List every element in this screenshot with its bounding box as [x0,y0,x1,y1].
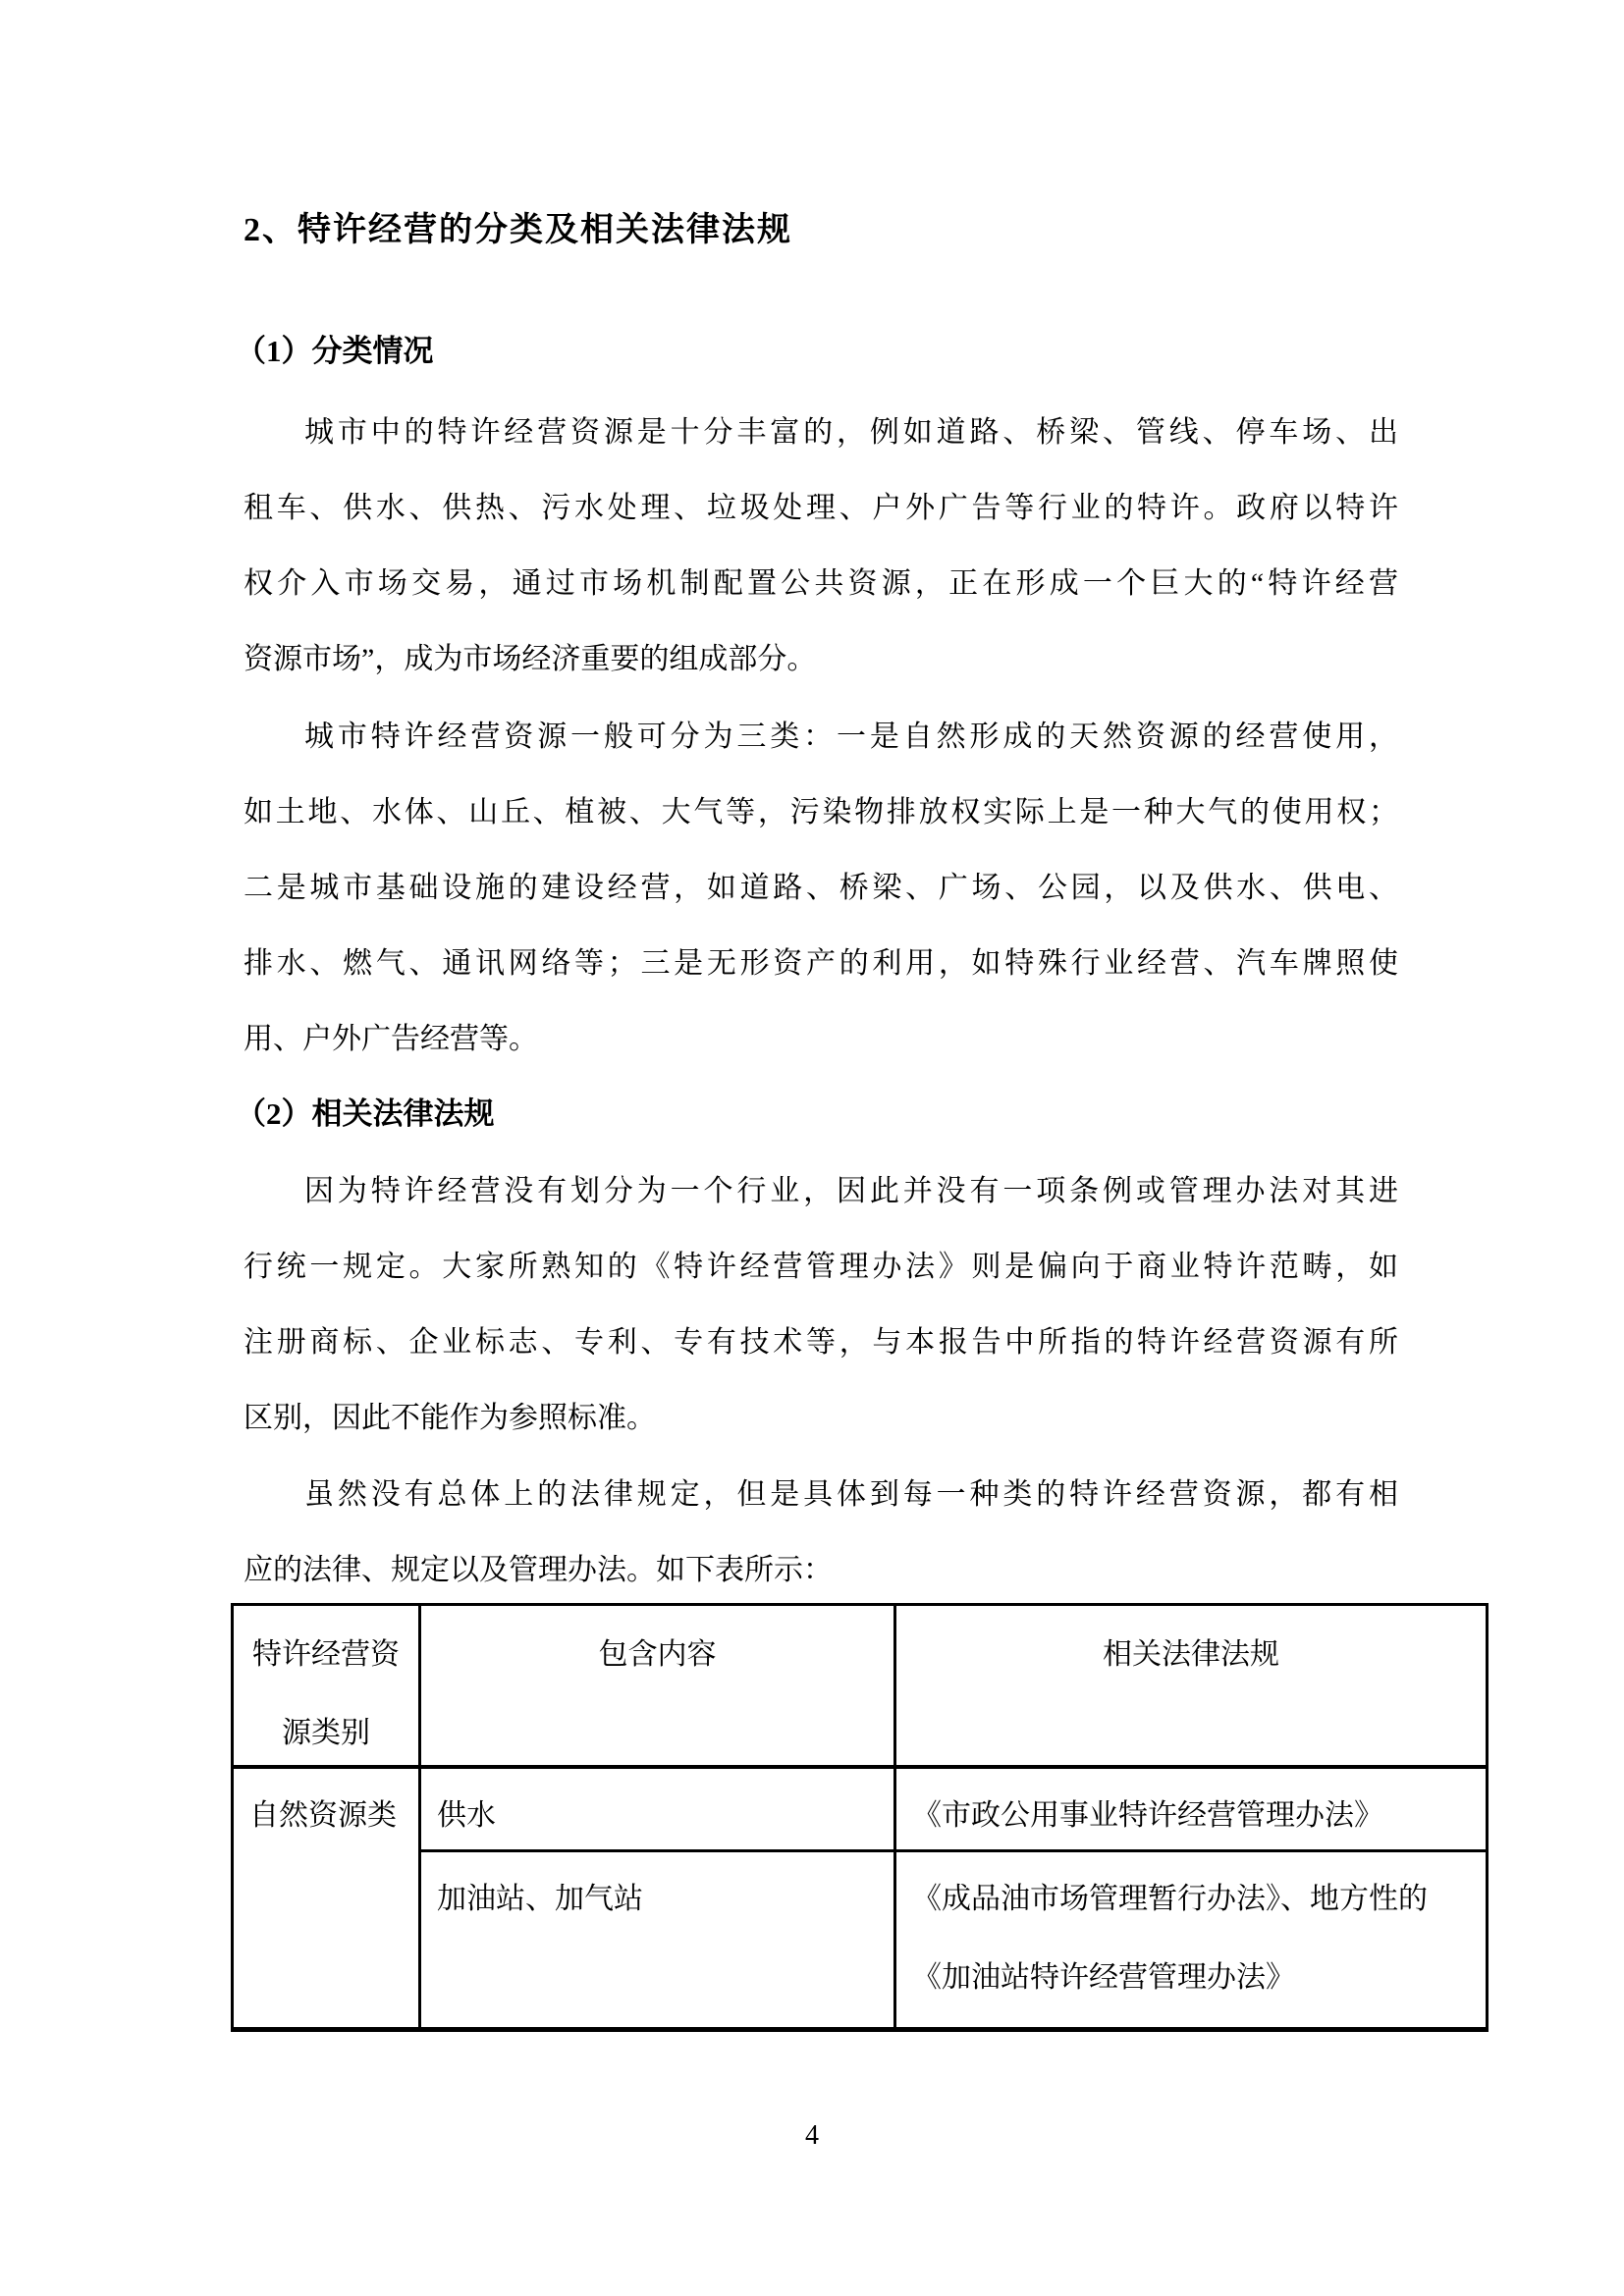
subsection-heading-laws: （2）相关法律法规 [236,1096,495,1131]
table-header-laws: 相关法律法规 [896,1606,1486,1769]
laws-table [231,1603,1489,2032]
paragraph [244,1153,1398,1456]
paragraph [244,1457,1398,1608]
table-header-category: 特许经营资源类别 [234,1606,421,1769]
paragraph-line: 因为特许经营没有划分为一个行业，因此并没有一项条例或管理办法对其进 [304,1175,1398,1207]
table-cell-content: 供水 [421,1769,896,1852]
subsection-heading-classification: （1）分类情况 [236,334,434,368]
paragraph [244,395,1398,697]
paragraph-line: 用、户外广告经营等。 [244,1023,538,1055]
paragraph-line: 二是城市基础设施的建设经营，如道路、桥梁、广场、公园，以及供水、供电、 [244,872,1398,904]
table-cell-content: 加油站、加气站 [421,1852,896,2027]
paragraph-line: 虽然没有总体上的法律规定，但是具体到每一种类的特许经营资源，都有相 [304,1478,1398,1511]
table-header-content: 包含内容 [421,1606,896,1769]
table-cell-category: 自然资源类 [234,1769,421,2027]
paragraph-line: 如土地、水体、山丘、植被、大气等，污染物排放权实际上是一种大气的使用权； [244,796,1398,828]
paragraph-line: 应的法律、规定以及管理办法。如下表所示： [244,1554,833,1586]
paragraph-line: 注册商标、企业标志、专利、专有技术等，与本报告中所指的特许经营资源有所 [244,1326,1398,1359]
page-number: 4 [805,2120,819,2151]
paragraph-line: 权介入市场交易，通过市场机制配置公共资源，正在形成一个巨大的“特许经营 [244,567,1398,600]
paragraph [244,699,1398,1077]
paragraph-line: 行统一规定。大家所熟知的《特许经营管理办法》则是偏向于商业特许范畴，如 [244,1251,1398,1283]
table-cell-laws: 《市政公用事业特许经营管理办法》 [896,1769,1486,1852]
paragraph-line: 城市中的特许经营资源是十分丰富的，例如道路、桥梁、管线、停车场、出 [304,416,1398,449]
section-title: 2、特许经营的分类及相关法律法规 [244,212,792,248]
paragraph-line: 资源市场”，成为市场经济重要的组成部分。 [244,643,817,675]
paragraph-line: 区别，因此不能作为参照标准。 [244,1402,656,1434]
paragraph-line: 租车、供水、供热、污水处理、垃圾处理、户外广告等行业的特许。政府以特许 [244,492,1398,524]
paragraph-line: 排水、燃气、通讯网络等；三是无形资产的利用，如特殊行业经营、汽车牌照使 [244,947,1398,980]
table-cell-laws: 《成品油市场管理暂行办法》、地方性的《加油站特许经营管理办法》 [912,1883,1428,1994]
paragraph-line: 城市特许经营资源一般可分为三类：一是自然形成的天然资源的经营使用， [304,721,1398,753]
